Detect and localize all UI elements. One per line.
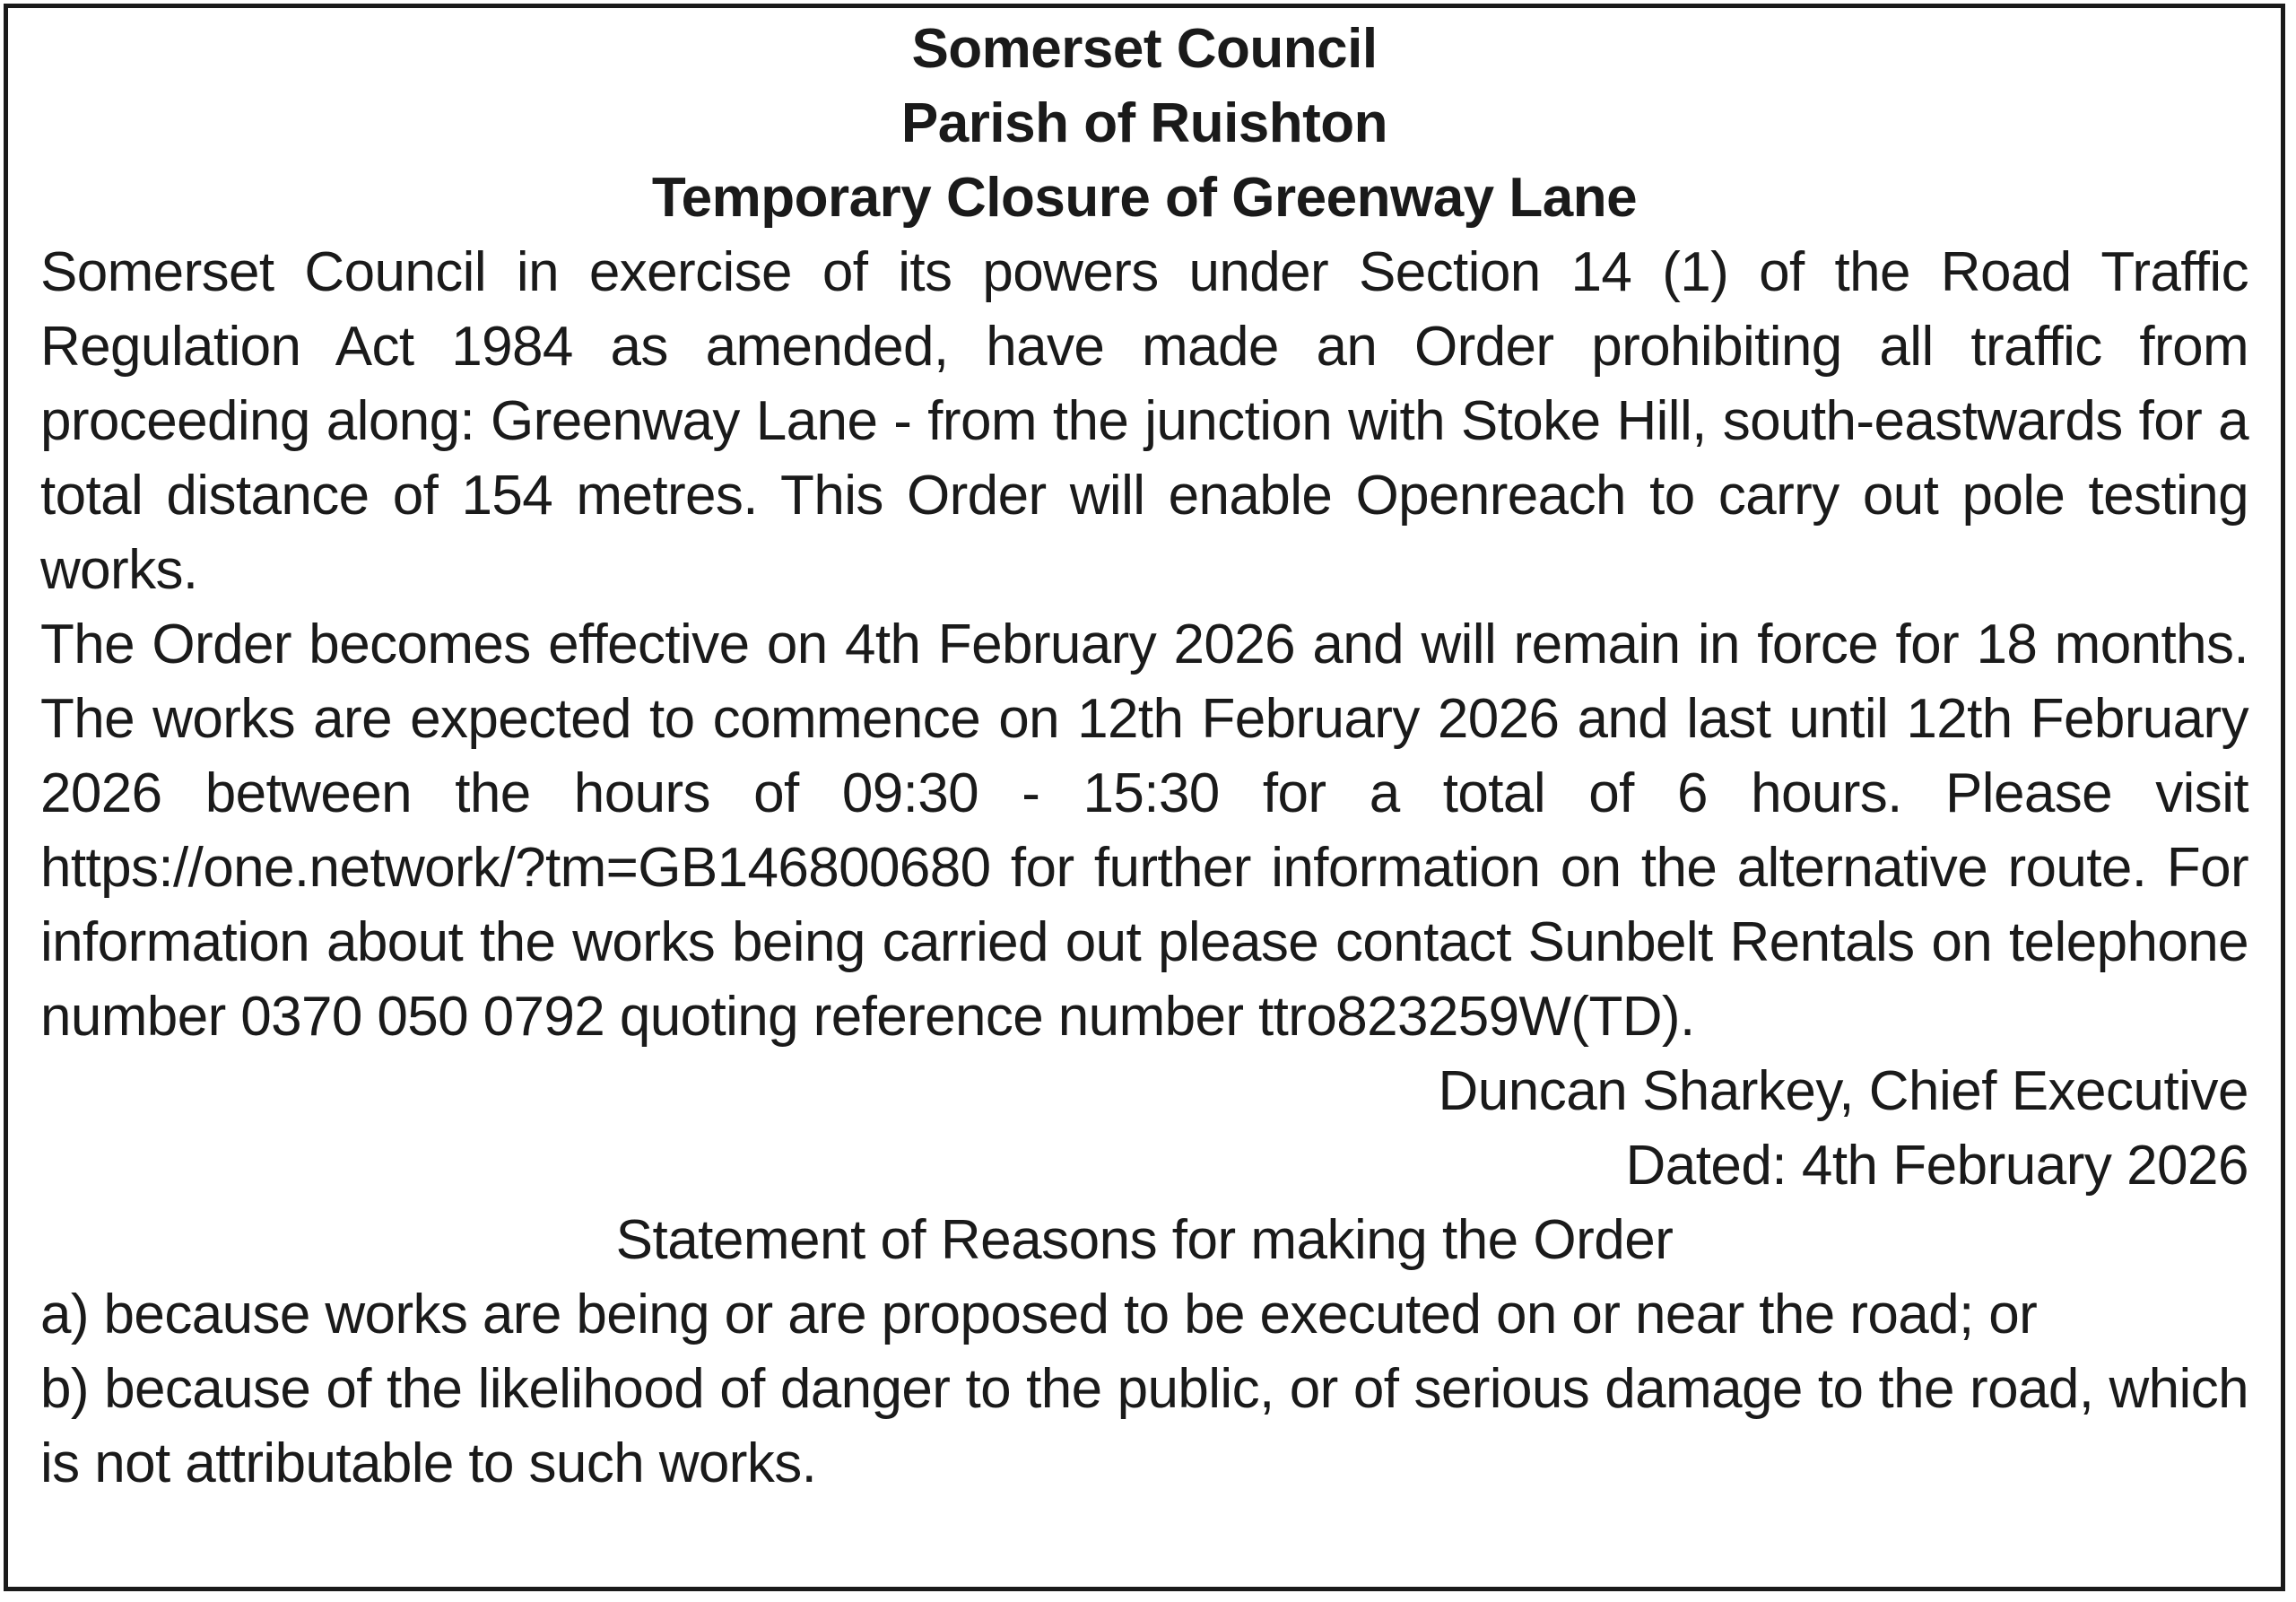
closure-title-heading: Temporary Closure of Greenway Lane <box>651 167 1638 229</box>
order-details-paragraph: The Order becomes effective on 4th February 2026 and will remain in force for 18 months. The works are expected to commence on 12th February 2026 and last until 12th February 2026 between the hours of 09:30 - 15:30 for a total of 6 hours. Please visit https://one.network/?tm=GB146800680 for further information on the alternative route. For information about the works being carried out please contact Sunbelt Rentals on telephone number 0370 050 0792 quoting reference number ttro823259W(TD). <box>40 614 2248 1048</box>
public-notice <box>4 4 2285 1591</box>
dated-line: Dated: 4th February 2026 <box>1625 1135 2248 1197</box>
parish-heading: Parish of Ruishton <box>900 92 1388 154</box>
signatory-line: Duncan Sharkey, Chief Executive <box>1438 1060 2248 1122</box>
statement-of-reasons-heading: Statement of Reasons for making the Order <box>615 1209 1674 1271</box>
reason-a: a) because works are being or are proposed to be executed on or near the road; or <box>40 1284 2038 1345</box>
order-description-paragraph: Somerset Council in exercise of its powers under Section 14 (1) of the Road Traffic Regulation Act 1984 as amended, have made an Order prohibiting all traffic from proceeding along: Greenway Lane - from the junction with Stoke Hill, south-eastwards for a total distance of 154 metres. This Order will enable Openreach to carry out pole testing works. <box>40 241 2248 601</box>
council-name-heading: Somerset Council <box>911 18 1378 80</box>
reason-b: b) because of the likelihood of danger to the public, or of serious damage to the road, which is not attributable to such works. <box>40 1358 2248 1494</box>
